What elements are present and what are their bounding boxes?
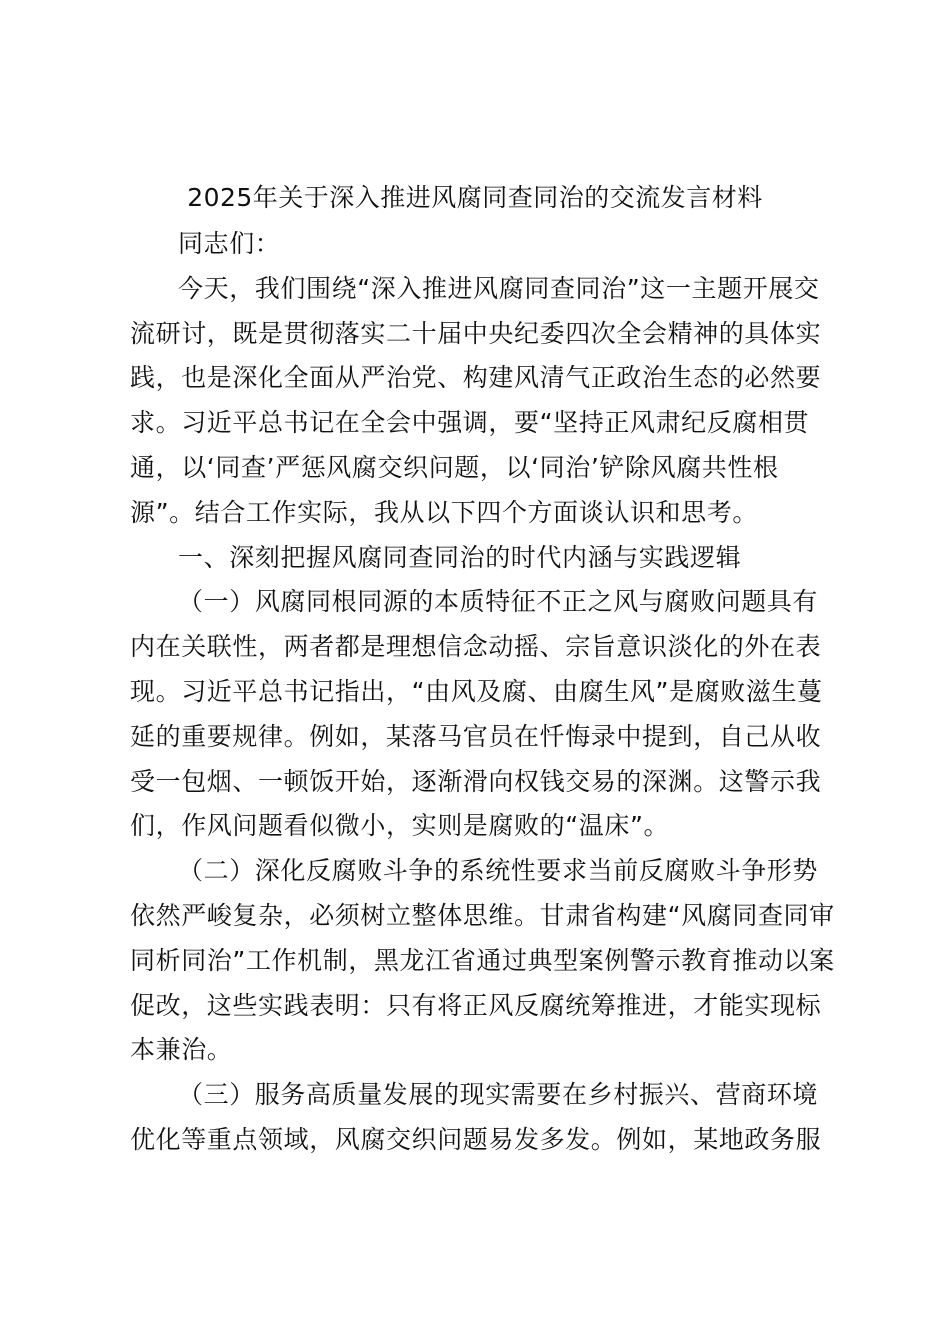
document-body <box>130 222 835 1163</box>
section-heading: 一、深刻把握风腐同查同治的时代内涵与实践逻辑 <box>178 542 742 572</box>
paragraph-line: 流研讨，既是贯彻落实二十届中央纪委四次全会精神的具体实 <box>130 318 822 348</box>
paragraph-line: 优化等重点领域，风腐交织问题易发多发。例如，某地政务服 <box>130 1124 822 1154</box>
paragraph-line: 受一包烟、一顿饭开始，逐渐滑向权钱交易的深渊。这警示我 <box>130 766 822 796</box>
paragraph-line: 们，作风问题看似微小，实则是腐败的“温床”。 <box>130 811 670 841</box>
paragraph-line: 现。习近平总书记指出，“由风及腐、由腐生风”是腐败滋生蔓 <box>130 676 823 706</box>
paragraph-line: 同析同治”工作机制，黑龙江省通过典型案例警示教育推动以案 <box>130 945 835 975</box>
paragraph-line: 源”。结合工作实际，我从以下四个方面谈认识和思考。 <box>130 497 758 527</box>
salutation-line: 同志们： <box>178 229 281 258</box>
paragraph-line: 践，也是深化全面从严治党、构建风清气正政治生态的必然要 <box>130 363 822 393</box>
document-title: 2025年关于深入推进风腐同查同治的交流发言材料 <box>187 183 763 212</box>
paragraph-line: 今天，我们围绕“深入推进风腐同查同治”这一主题开展交 <box>178 273 820 303</box>
paragraph-line: 本兼治。 <box>130 1035 233 1065</box>
paragraph-line: 促改，这些实践表明：只有将正风反腐统筹推进，才能实现标 <box>130 990 822 1020</box>
paragraph-line: 求。习近平总书记在全会中强调，要“坚持正风肃纪反腐相贯 <box>130 408 810 438</box>
paragraph-line: 依然严峻复杂，必须树立整体思维。甘肃省构建“风腐同查同审 <box>130 900 835 930</box>
paragraph-line: （二）深化反腐败斗争的系统性要求当前反腐败斗争形势 <box>178 856 819 886</box>
paragraph-line: （一）风腐同根同源的本质特征不正之风与腐败问题具有 <box>178 587 819 617</box>
paragraph-line: 延的重要规律。例如，某落马官员在忏悔录中提到，自己从收 <box>130 721 822 751</box>
paragraph-line: 内在关联性，两者都是理想信念动摇、宗旨意识淡化的外在表 <box>130 632 822 662</box>
paragraph-line: 通，以‘同查’严惩风腐交织问题，以‘同治’铲除风腐共性根 <box>130 452 779 482</box>
paragraph-line: （三）服务高质量发展的现实需要在乡村振兴、营商环境 <box>178 1080 819 1110</box>
